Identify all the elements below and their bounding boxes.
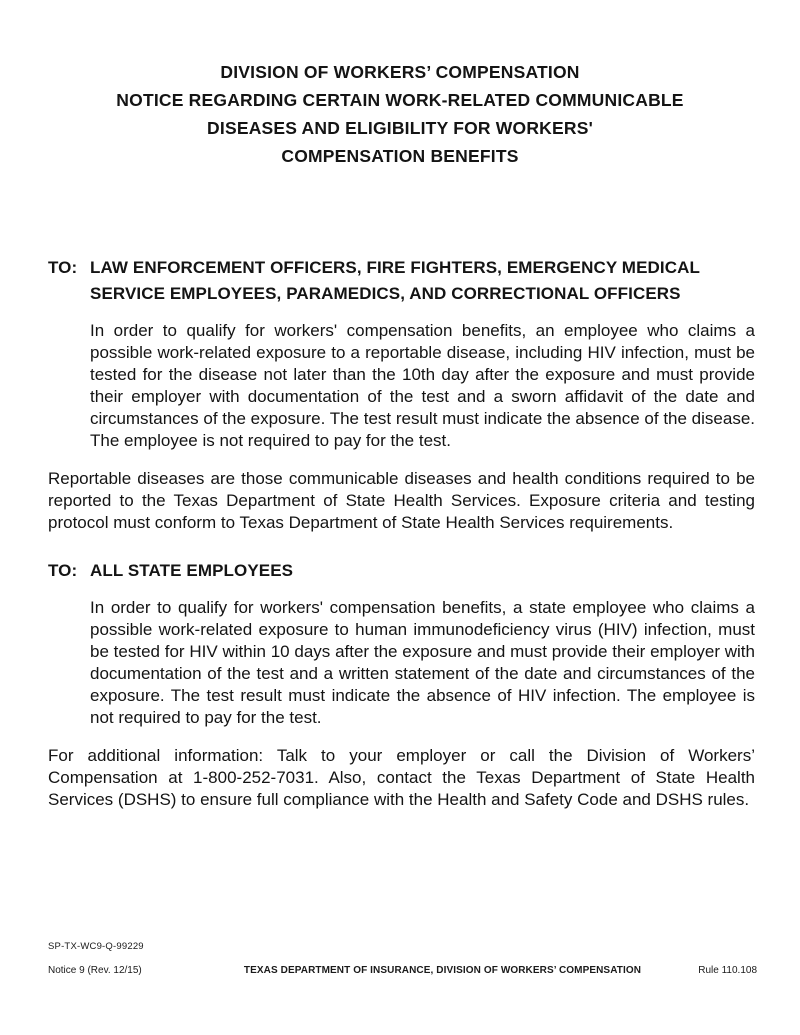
footer-agency-name: TEXAS DEPARTMENT OF INSURANCE, DIVISION OF WORKERS’ COMPENSATION [243, 965, 642, 976]
paragraph-state-employees-requirements: In order to qualify for workers' compensation benefits, a state employee who claims a possible work-related exposure to human immunodeficiency virus (HIV) infection, must be tested for HIV within 10 days after the exposure and must provide their employer with documentation of the test and a written statement of the date and circumstances of the exposure. The test result must indicate the absence of HIV infection. The employee is not required to pay for the test. [90, 598, 755, 727]
title-line-2: NOTICE REGARDING CERTAIN WORK-RELATED COMMUNICABLE [116, 90, 684, 110]
section-heading-state-employees [48, 558, 755, 584]
title-line-1: DIVISION OF WORKERS’ COMPENSATION [220, 62, 580, 82]
footer-row [48, 965, 757, 976]
document-footer [48, 941, 757, 976]
form-code: SP-TX-WC9-Q-99229 [48, 941, 144, 952]
to-label: TO: [48, 258, 78, 277]
document-body [0, 255, 800, 811]
paragraph-first-responders-requirements: In order to qualify for workers' compensation benefits, an employee who claims a possible work-related exposure to a reportable disease, including HIV infection, must be tested for the disease not later than the 10th day after the exposure and must provide their employer with documentation of the test and a sworn affidavit of the date and circumstances of the exposure. The test result must indicate the absence of the disease. The employee is not required to pay for the test. [90, 321, 755, 450]
to-heading-text: ALL STATE EMPLOYEES [90, 561, 294, 580]
footer-rule-number: Rule 110.108 [698, 965, 757, 976]
paragraph-reportable-diseases: Reportable diseases are those communicable diseases and health conditions required to be reported to the Texas Department of State Health Services. Exposure criteria and testing protocol must conform to Texas Department of State Health Services requirements. [48, 469, 755, 532]
document-title [0, 58, 800, 170]
title-line-4: COMPENSATION BENEFITS [281, 146, 519, 166]
paragraph-additional-information: For additional information: Talk to your employer or call the Division of Workers’ Compensation at 1-800-252-7031. Also, contact the Texas Department of State Health Services (DSHS) to ensure full compliance with the Health and Safety Code and DSHS rules. [48, 746, 755, 809]
section-heading-first-responders [48, 255, 755, 307]
to-label: TO: [48, 561, 78, 580]
title-line-3: DISEASES AND ELIGIBILITY FOR WORKERS' [207, 118, 593, 138]
footer-notice-revision: Notice 9 (Rev. 12/15) [48, 965, 142, 976]
to-heading-text: LAW ENFORCEMENT OFFICERS, FIRE FIGHTERS, EMERGENCY MEDICAL SERVICE EMPLOYEES, PARAMEDICS, AND CORRECTIONAL OFFICERS [90, 258, 700, 303]
